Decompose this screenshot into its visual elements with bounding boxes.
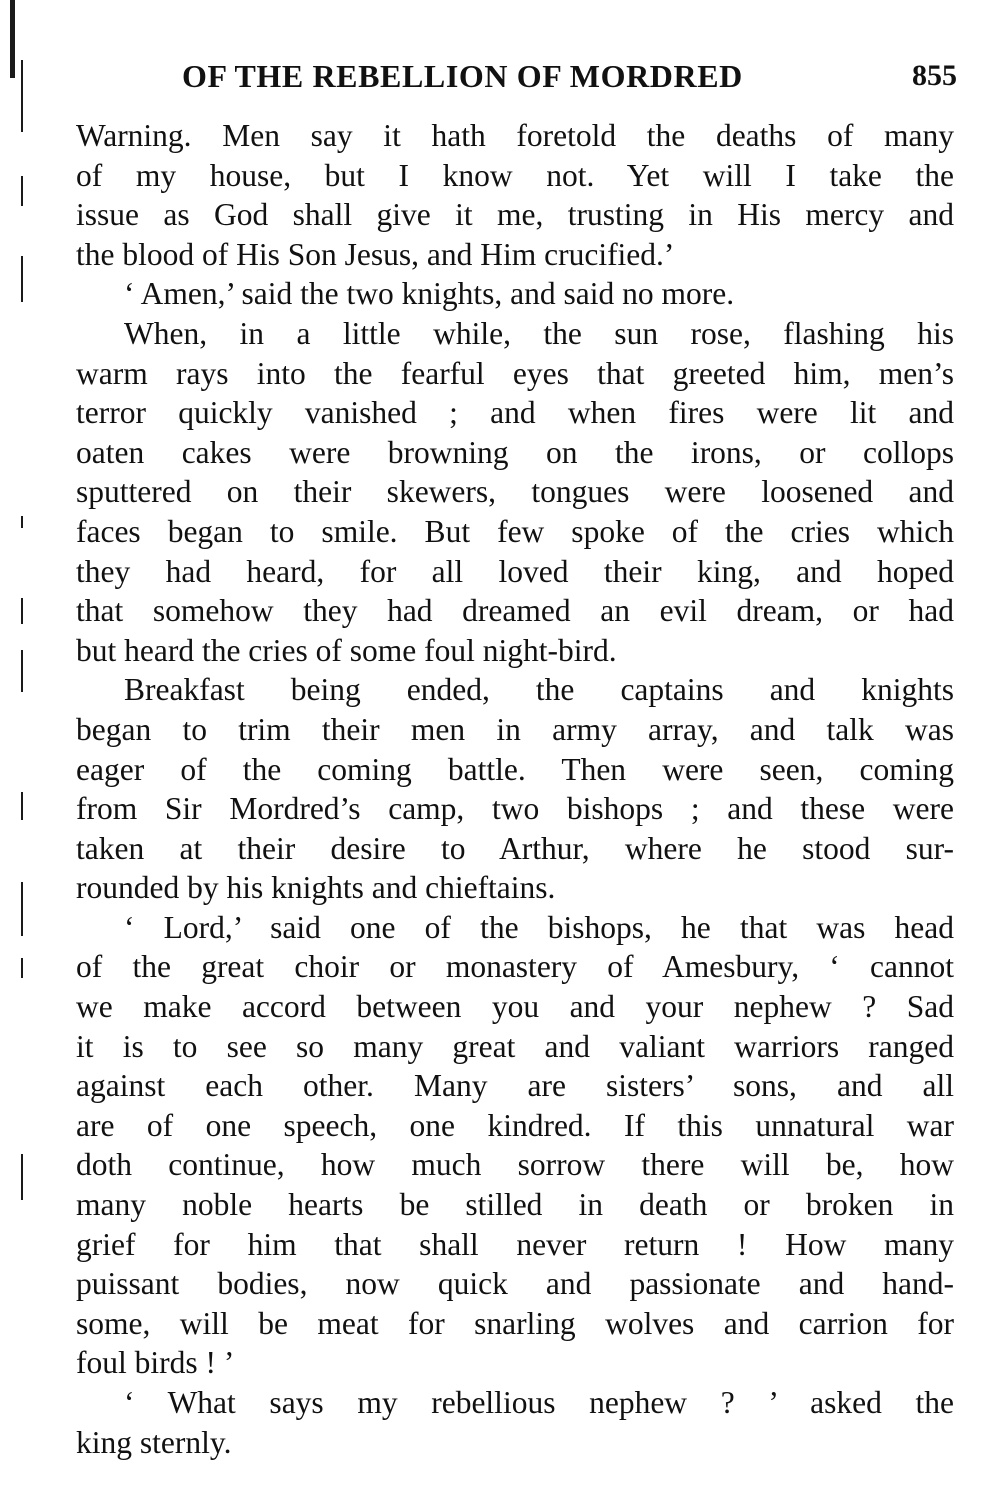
scan-edge-mark bbox=[21, 176, 23, 206]
text-line: Breakfast being ended, the captains and knights bbox=[124, 672, 954, 708]
text-line: oaten cakes were browning on the irons, or collops bbox=[76, 434, 954, 470]
text-line: doth continue, how much sorrow there will be, how bbox=[76, 1147, 954, 1183]
text-line: against each other. Many are sisters’ sons, and all bbox=[76, 1068, 954, 1104]
text-line: foul birds ! ’ bbox=[76, 1345, 235, 1381]
text-line: that somehow they had dreamed an evil dream, or had bbox=[76, 593, 954, 629]
text-line: sputtered on their skewers, tongues were loosened and bbox=[76, 474, 954, 510]
text-line: are of one speech, one kindred. If this unnatural war bbox=[76, 1107, 954, 1143]
text-line: king sternly. bbox=[76, 1424, 232, 1460]
text-line: warm rays into the fearful eyes that greeted him, men’s bbox=[76, 355, 954, 391]
body-text bbox=[76, 116, 954, 1462]
scan-edge-mark bbox=[21, 792, 23, 820]
scan-edge-mark bbox=[21, 598, 23, 624]
text-line: When, in a little while, the sun rose, flashing his bbox=[124, 315, 954, 351]
scan-edge-mark bbox=[21, 1154, 23, 1200]
scan-edge-mark bbox=[21, 958, 23, 978]
text-line: rounded by his knights and chieftains. bbox=[76, 870, 556, 906]
text-line: Warning. Men say it hath foretold the deaths of many bbox=[76, 118, 954, 153]
text-line: but heard the cries of some foul night-bird. bbox=[76, 632, 617, 668]
text-line: puissant bodies, now quick and passionate and hand- bbox=[76, 1266, 954, 1302]
scan-edge-mark bbox=[21, 60, 23, 132]
page-number: 855 bbox=[912, 59, 957, 92]
text-line: terror quickly vanished ; and when fires were lit and bbox=[76, 395, 954, 431]
text-line: of my house, but I know not. Yet will I take the bbox=[76, 157, 954, 193]
text-line: the blood of His Son Jesus, and Him crucified.’ bbox=[76, 236, 675, 272]
text-line: eager of the coming battle. Then were seen, coming bbox=[76, 751, 954, 787]
text-line: from Sir Mordred’s camp, two bishops ; and these were bbox=[76, 791, 954, 827]
text-line: many noble hearts be stilled in death or broken in bbox=[76, 1187, 954, 1223]
text-line: began to trim their men in army array, and talk was bbox=[76, 711, 954, 747]
text-line: faces began to smile. But few spoke of the cries which bbox=[76, 513, 954, 549]
scan-edge-mark bbox=[21, 516, 23, 528]
running-title: OF THE REBELLION OF MORDRED bbox=[182, 58, 743, 94]
text-line: we make accord between you and your nephew ? Sad bbox=[76, 989, 954, 1025]
page-header bbox=[182, 56, 957, 96]
text-line: it is to see so many great and valiant warriors ranged bbox=[76, 1028, 954, 1064]
text-line: ‘ Amen,’ said the two knights, and said no more. bbox=[124, 276, 735, 312]
scan-edge-mark bbox=[10, 0, 15, 78]
scan-edge-mark bbox=[21, 882, 23, 936]
scan-edge-mark bbox=[21, 256, 23, 302]
text-line: of the great choir or monastery of Amesbury, ‘ cannot bbox=[76, 949, 954, 985]
text-line: some, will be meat for snarling wolves and carrion for bbox=[76, 1305, 954, 1341]
text-line: grief for him that shall never return ! How many bbox=[76, 1226, 954, 1262]
text-line: ‘ Lord,’ said one of the bishops, he that was head bbox=[124, 909, 954, 945]
text-line: issue as God shall give it me, trusting in His mercy and bbox=[76, 197, 954, 233]
scan-edge-mark bbox=[21, 650, 23, 692]
text-line: taken at their desire to Arthur, where he stood sur- bbox=[76, 830, 954, 866]
text-line: they had heard, for all loved their king, and hoped bbox=[76, 553, 954, 589]
text-line: ‘ What says my rebellious nephew ? ’ asked the bbox=[124, 1385, 954, 1420]
